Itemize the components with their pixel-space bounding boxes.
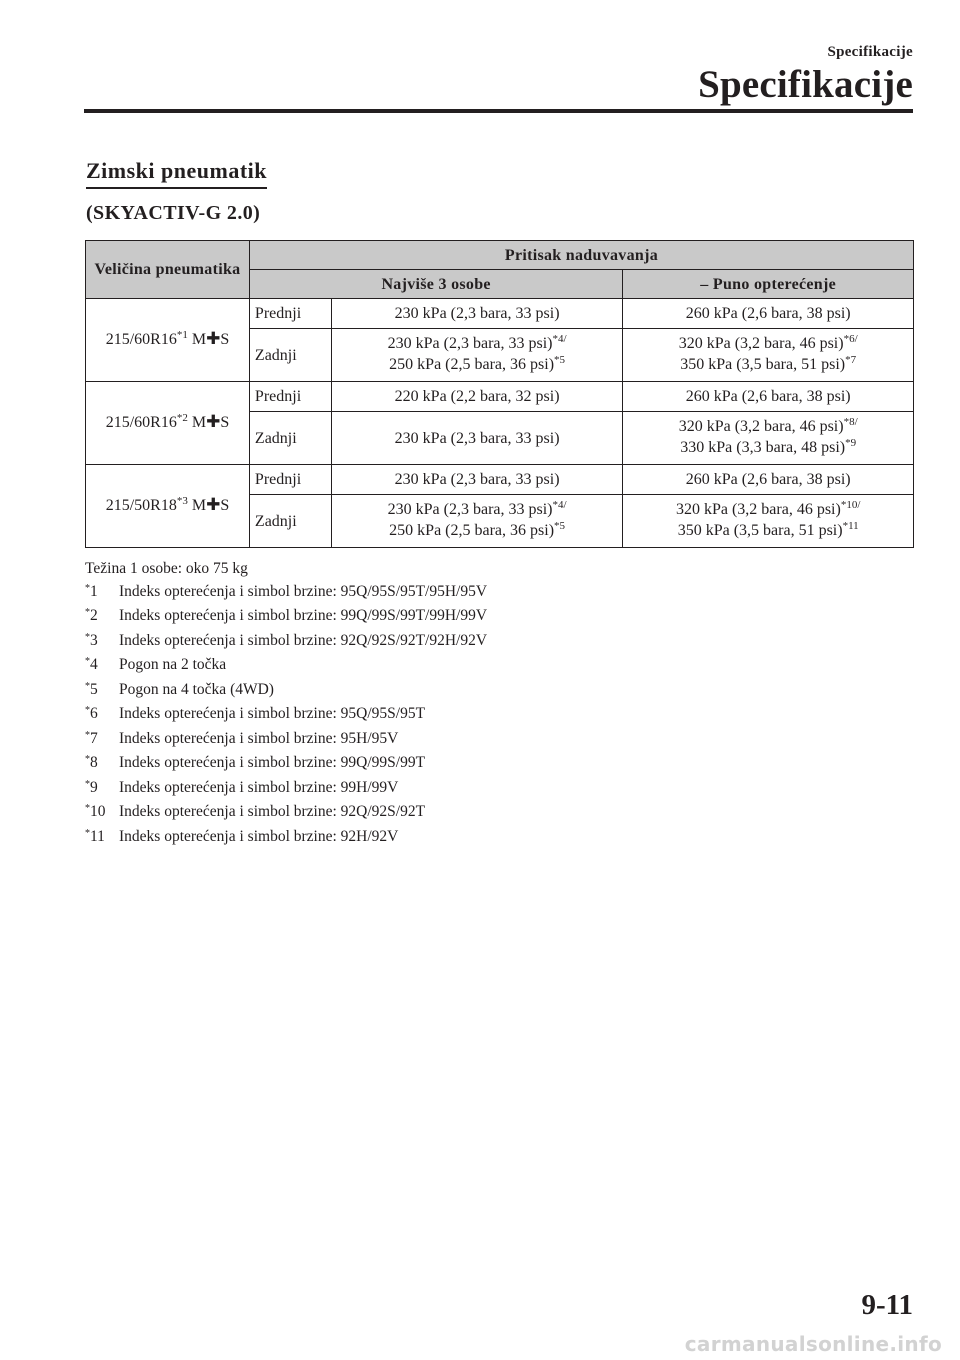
pressure-cell: 230 kPa (2,3 bara, 33 psi) xyxy=(331,299,623,329)
header-rule xyxy=(84,109,913,113)
tire-size-cell: 215/60R16$^{*2}$ M✚S xyxy=(86,382,250,465)
footnote-item xyxy=(85,679,487,704)
footnote-item xyxy=(85,703,487,728)
footnote-marker: *2 xyxy=(85,607,98,624)
footnote-text: Indeks opterećenja i simbol brzine: 99Q/99S/99T/99H/99V xyxy=(119,607,488,624)
footnote-text: Indeks opterećenja i simbol brzine: 99H/99V xyxy=(119,778,399,796)
footnote-text: Indeks opterećenja i simbol brzine: 99Q/99S/99T xyxy=(119,754,426,771)
pressure-cell: 320 kPa (3,2 bara, 46 psi)$^{*10/}$ 350 kPa (3,5 bara, 51 psi)$^{*11}$ xyxy=(623,495,914,548)
plus-icon: ✚ xyxy=(206,411,221,432)
position-label: Zadnji xyxy=(249,412,331,465)
tire-size-cell: 215/60R16$^{*1}$ M✚S xyxy=(86,299,250,382)
pressure-cell: 230 kPa (2,3 bara, 33 psi) xyxy=(331,412,623,465)
footnote-item xyxy=(85,581,487,606)
footnote-text: Pogon na 2 točka xyxy=(119,656,227,673)
footnote-text: Pogon na 4 točka (4WD) xyxy=(119,680,274,698)
position-label: Prednji xyxy=(249,465,331,495)
footnote-marker: *11 xyxy=(85,827,105,845)
tire-pressure-table xyxy=(85,240,914,548)
pressure-cell: 230 kPa (2,3 bara, 33 psi)$^{*4/}$ 250 kPa (2,5 bara, 36 psi)$^{*5}$ xyxy=(331,329,623,382)
engine-subtitle: (SKYACTIV-G 2.0) xyxy=(86,202,261,224)
pressure-cell: 230 kPa (2,3 bara, 33 psi) xyxy=(331,465,623,495)
header-up-to-3-persons: Najviše 3 osobe xyxy=(249,270,622,299)
footnote-text: Indeks opterećenja i simbol brzine: 92Q/92S/92T xyxy=(119,803,426,820)
position-label: Zadnji xyxy=(249,329,331,382)
footnotes xyxy=(85,558,487,850)
footnote-text: Indeks opterećenja i simbol brzine: 95H/95V xyxy=(119,729,399,747)
pressure-cell: 260 kPa (2,6 bara, 38 psi) xyxy=(623,465,914,495)
footnote-text: Indeks opterećenja i simbol brzine: 92H/92V xyxy=(119,827,399,845)
footnote-item xyxy=(85,654,487,679)
watermark: carmanualsonline.info xyxy=(684,1332,942,1356)
footnote-item xyxy=(85,630,487,655)
table-row xyxy=(86,382,914,412)
plus-icon: ✚ xyxy=(206,494,221,515)
header-inflation-pressure: Pritisak naduvavanja xyxy=(249,241,913,270)
section-title: Zimski pneumatik xyxy=(86,158,267,189)
position-label: Prednji xyxy=(249,382,331,412)
pressure-cell: 230 kPa (2,3 bara, 33 psi)$^{*4/}$ 250 kPa (2,5 bara, 36 psi)$^{*5}$ xyxy=(331,495,623,548)
page-number: 9-11 xyxy=(861,1289,913,1321)
footnote-item xyxy=(85,752,487,777)
footnote-marker: *1 xyxy=(85,582,98,600)
header-chapter-title: Specifikacije xyxy=(698,63,913,106)
pressure-cell: 260 kPa (2,6 bara, 38 psi) xyxy=(623,382,914,412)
tire-size-cell: 215/50R18$^{*3}$ M✚S xyxy=(86,465,250,548)
footnote-marker: *4 xyxy=(85,656,98,673)
header-section-label: Specifikacije xyxy=(827,44,913,60)
footnote-item xyxy=(85,777,487,802)
footnote-marker: *9 xyxy=(85,778,98,796)
pressure-cell: 260 kPa (2,6 bara, 38 psi) xyxy=(623,299,914,329)
footnote-list xyxy=(85,581,487,851)
footnote-marker: *7 xyxy=(85,729,98,747)
position-label: Prednji xyxy=(249,299,331,329)
footnote-item xyxy=(85,826,487,851)
footnote-marker: *3 xyxy=(85,631,98,649)
weight-note: Težina 1 osobe: oko 75 kg xyxy=(85,560,248,577)
footnote-item xyxy=(85,728,487,753)
position-label: Zadnji xyxy=(249,495,331,548)
table-row xyxy=(86,465,914,495)
footnote-text: Indeks opterećenja i simbol brzine: 95Q/95S/95T/95H/95V xyxy=(119,582,488,600)
table-row xyxy=(86,299,914,329)
header-full-load: – Puno opterećenje xyxy=(623,270,914,299)
pressure-cell: 320 kPa (3,2 bara, 46 psi)$^{*8/}$ 330 kPa (3,3 bara, 48 psi)$^{*9}$ xyxy=(623,412,914,465)
footnote-marker: *6 xyxy=(85,705,98,722)
footnote-marker: *8 xyxy=(85,754,98,771)
footnote-item xyxy=(85,605,487,630)
footnote-text: Indeks opterećenja i simbol brzine: 95Q/95S/95T xyxy=(119,705,426,722)
header-tire-size: Veličina pneumatika xyxy=(86,241,250,299)
plus-icon: ✚ xyxy=(206,328,221,349)
footnote-marker: *10 xyxy=(85,803,106,820)
pressure-cell: 220 kPa (2,2 bara, 32 psi) xyxy=(331,382,623,412)
table-header-row xyxy=(86,241,914,270)
footnote-item xyxy=(85,801,487,826)
pressure-cell: 320 kPa (3,2 bara, 46 psi)$^{*6/}$ 350 kPa (3,5 bara, 51 psi)$^{*7}$ xyxy=(623,329,914,382)
footnote-marker: *5 xyxy=(85,680,98,698)
footnote-text: Indeks opterećenja i simbol brzine: 92Q/92S/92T/92H/92V xyxy=(119,631,488,649)
